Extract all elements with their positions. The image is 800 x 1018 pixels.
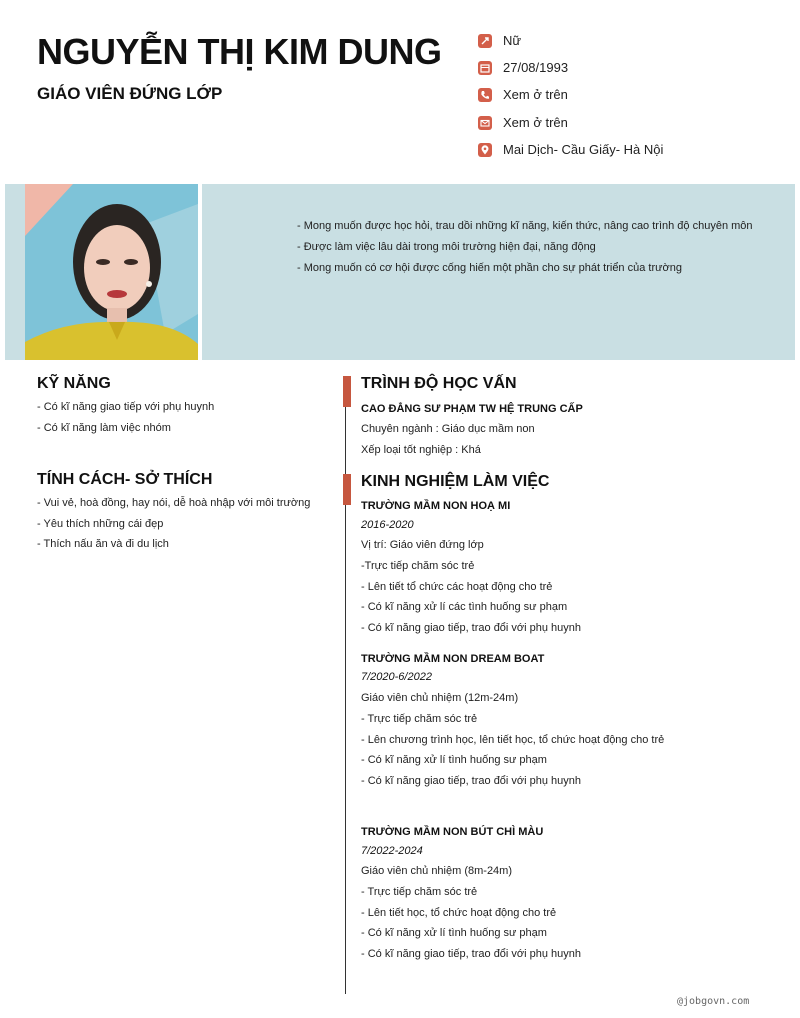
list-item: -Trực tiếp chăm sóc trẻ (361, 559, 475, 572)
list-item: - Có kĩ năng xử lí các tình huống sư phạm (361, 601, 568, 614)
list-item: Chuyên ngành : Giáo dục mầm non (361, 423, 535, 435)
list-item: Vị trí: Giáo viên đứng lớp (361, 539, 484, 551)
job-title: TRƯỜNG MẦM NON DREAM BOAT (361, 653, 545, 665)
skills-heading: KỸ NĂNG (37, 375, 111, 392)
experience-heading: KINH NGHIỆM LÀM VIỆC (361, 473, 550, 490)
skills-list (37, 397, 214, 438)
list-item: - Trực tiếp chăm sóc trẻ (361, 885, 478, 898)
list-item: - Trực tiếp chăm sóc trẻ (361, 712, 478, 725)
list-item: - Có kĩ năng giao tiếp, trao đổi với phụ huynh (361, 948, 582, 961)
objective-item: - Mong muốn có cơ hội được cống hiến một phần cho sự phát triển của trường (297, 262, 682, 274)
candidate-role: GIÁO VIÊN ĐỨNG LỚP (37, 84, 223, 103)
job-details (361, 535, 581, 639)
location-icon (478, 143, 492, 157)
candidate-name: NGUYỄN THỊ KIM DUNG (37, 31, 442, 72)
list-item: - Lên tiết tổ chức các hoạt động cho trẻ (361, 580, 553, 593)
contact-birthday: 27/08/1993 (478, 58, 778, 78)
experience-marker (343, 474, 351, 505)
list-item: - Có kĩ năng giao tiếp với phụ huynh (37, 401, 215, 413)
profile-photo (25, 184, 198, 360)
education-school: CAO ĐẲNG SƯ PHẠM TW HỆ TRUNG CẤP (361, 403, 583, 415)
contact-address: Mai Dịch- Cầu Giấy- Hà Nội (478, 140, 778, 160)
job-details (361, 861, 581, 965)
list-item: - Có kĩ năng xử lí tình huống sư phạm (361, 927, 547, 940)
personality-heading: TÍNH CÁCH- SỞ THÍCH (37, 471, 213, 488)
education-details (361, 419, 535, 461)
list-item: - Có kĩ năng làm việc nhóm (37, 421, 171, 434)
list-item: - Lên tiết học, tổ chức hoạt động cho trẻ (361, 906, 557, 919)
objective-item: - Được làm việc lâu dài trong môi trường hiện đại, năng động (297, 241, 596, 253)
column-divider (345, 376, 346, 994)
job-period: 7/2020-6/2022 (361, 671, 432, 683)
objective-item: - Mong muốn được học hỏi, trau dồi những kĩ năng, kiến thức, nâng cao trình độ chuyên môn (297, 220, 753, 232)
job-details (361, 688, 664, 792)
job-title: TRƯỜNG MẦM NON HOẠ MI (361, 500, 511, 512)
job-title: TRƯỜNG MẦM NON BÚT CHÌ MÀU (361, 826, 544, 838)
list-item: - Thích nấu ăn và đi du lịch (37, 538, 169, 550)
contact-gender: Nữ (478, 31, 778, 51)
list-item: - Có kĩ năng xử lí tình huống sư phạm (361, 754, 547, 767)
list-item: - Có kĩ năng giao tiếp, trao đổi với phụ huynh (361, 622, 582, 635)
list-item: - Có kĩ năng giao tiếp, trao đổi với phụ huynh (361, 775, 582, 788)
personality-list (37, 493, 310, 555)
contact-email: Xem ở trên (478, 113, 778, 133)
list-item: Giáo viên chủ nhiệm (12m-24m) (361, 692, 519, 704)
gender-icon (478, 34, 492, 48)
education-heading: TRÌNH ĐỘ HỌC VẤN (361, 375, 517, 392)
job-period: 7/2022-2024 (361, 845, 423, 857)
list-item: - Lên chương trình học, lên tiết học, tổ chức hoạt động cho trẻ (361, 733, 665, 746)
career-objectives (297, 216, 767, 279)
phone-icon (478, 88, 492, 102)
list-item: Giáo viên chủ nhiệm (8m-24m) (361, 865, 513, 877)
mail-icon (478, 116, 492, 130)
contact-phone: Xem ở trên (478, 85, 778, 105)
education-marker (343, 376, 351, 407)
calendar-icon (478, 61, 492, 75)
job-period: 2016-2020 (361, 519, 414, 531)
watermark: @jobgovn.com (677, 996, 750, 1007)
list-item: Xếp loại tốt nghiệp : Khá (361, 443, 481, 456)
list-item: - Yêu thích những cái đẹp (37, 517, 164, 530)
band-divider (198, 184, 202, 360)
list-item: - Vui vẻ, hoà đồng, hay nói, dễ hoà nhập với môi trường (37, 497, 311, 509)
